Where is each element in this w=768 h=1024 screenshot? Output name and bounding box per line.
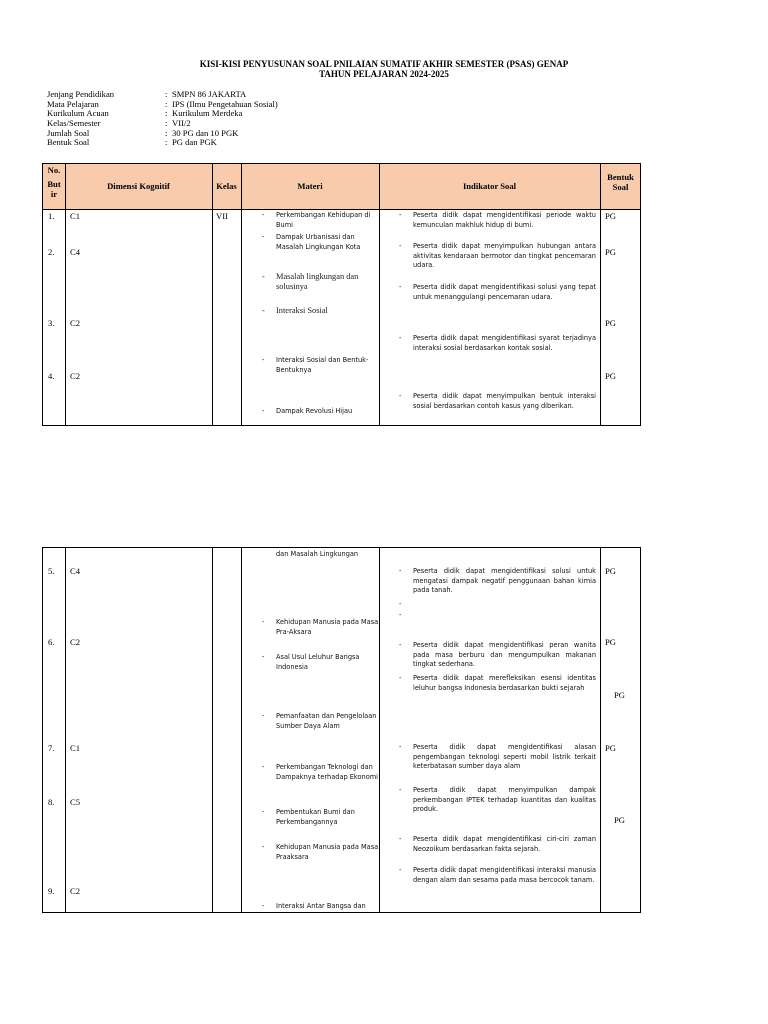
materi-item: - Perkembangan Kehidupan di Bumi xyxy=(276,211,380,230)
indikator-item: - Peserta didik dapat menyimpulkan bentuk interaksi sosial berdasarkan contoh kasus yang diberikan. xyxy=(413,392,596,411)
indikator-item: - Peserta didik dapat mengidentifikasi interaksi manusia dengan alam dan sesama pada masa bercocok tanam. xyxy=(413,866,596,885)
indikator-item: - Peserta didik dapat merefleksikan esensi identitas leluhur bangsa Indonesia berdasarkan bukti sejarah xyxy=(413,674,596,693)
header-no: No. But ir xyxy=(47,165,61,199)
row-number: 9. xyxy=(48,886,55,896)
row-number: 6. xyxy=(48,637,55,647)
materi-item: - Asal Usul Leluhur Bangsa Indonesia xyxy=(276,653,380,672)
kisi-table-2 xyxy=(42,547,641,913)
row-number: 5. xyxy=(48,566,55,576)
materi-item: - Masalah lingkungan dan solusinya xyxy=(276,272,380,292)
bentuk-soal: PG xyxy=(605,247,616,257)
indikator-item: - Peserta didik dapat mengidentifikasi ciri-ciri zaman Neozoikum berdasarkan fakta sejarah. xyxy=(413,835,596,854)
bentuk-soal: PG xyxy=(614,690,625,700)
row-number: 7. xyxy=(48,743,55,753)
row-number: 4. xyxy=(48,371,55,381)
dimensi-kognitif: C4 xyxy=(70,247,81,257)
materi-item: - Pemanfaatan dan Pengelolaan Sumber Daya Alam xyxy=(276,712,380,731)
document-title-line1: KISI-KISI PENYUSUNAN SOAL PNILAIAN SUMATIF AKHIR SEMESTER (PSAS) GENAP xyxy=(199,59,569,69)
header-dimensi: Dimensi Kognitif xyxy=(107,181,170,191)
materi-item: - Interaksi Sosial dan Bentuk-Bentuknya xyxy=(276,356,380,375)
meta-row-bentuk: Bentuk Soal : PG dan PGK xyxy=(47,137,217,148)
dimensi-kognitif: C1 xyxy=(70,743,81,753)
header-indikator: Indikator Soal xyxy=(462,181,517,191)
meta-row-jumlah: Jumlah Soal : 30 PG dan 10 PGK xyxy=(47,127,239,138)
dimensi-kognitif: C2 xyxy=(70,371,81,381)
empty-bullet: - xyxy=(399,600,402,608)
bentuk-soal: PG xyxy=(605,566,616,576)
dimensi-kognitif: C4 xyxy=(70,566,81,576)
indikator-item: - Peserta didik dapat mengidentifikasi peran wanita pada masa berburu dan mengumpulkan makanan tingkat sederhana. xyxy=(413,641,596,670)
document-title-line2: TAHUN PELAJARAN 2024-2025 xyxy=(319,69,449,79)
kelas-value: VII xyxy=(216,211,228,221)
indikator-item: - Peserta didik dapat menyimpulkan hubungan antara aktivitas kendaraan bermotor dan tingkat pencemaran udara. xyxy=(413,242,596,271)
materi-item: - Dampak Revolusi Hijau xyxy=(276,407,380,417)
meta-info xyxy=(47,90,278,148)
indikator-item: - Peserta didik dapat mengidentifikasi solusi untuk mengatasi dampak negatif penggunaan bahan kimia pada tanah. xyxy=(413,567,596,596)
materi-item: - Perkembangan Teknologi dan Dampaknya terhadap Ekonomi xyxy=(276,763,380,782)
materi-item: - Kehidupan Manusia pada Masa Pra-Aksara xyxy=(276,618,380,637)
materi-continuation: dan Masalah Lingkungan xyxy=(276,550,359,558)
row-number: 1. xyxy=(48,211,55,221)
materi-item: - Interaksi Antar Bangsa dan xyxy=(276,902,380,912)
dimensi-kognitif: C2 xyxy=(70,637,81,647)
materi-item: - Kehidupan Manusia pada Masa Praaksara xyxy=(276,843,380,862)
row-number: 8. xyxy=(48,797,55,807)
materi-item: - Dampak Urbanisasi dan Masalah Lingkungan Kota xyxy=(276,233,380,252)
meta-row-mapel: Mata Pelajaran : IPS (Ilmu Pengetahuan Sosial) xyxy=(47,98,278,109)
header-materi: Materi xyxy=(297,181,323,191)
row-number: 2. xyxy=(48,247,55,257)
bentuk-soal: PG xyxy=(605,318,616,328)
bentuk-soal: PG xyxy=(605,743,616,753)
dimensi-kognitif: C1 xyxy=(70,211,81,221)
indikator-item: - Peserta didik dapat menyimpulkan dampak perkembangan IPTEK terhadap kuantitas dan kualitas produk. xyxy=(413,786,596,815)
meta-row-jenjang: Jenjang Pendidikan : SMPN 86 JAKARTA xyxy=(47,89,247,99)
bentuk-soal: PG xyxy=(605,371,616,381)
kisi-table-1 xyxy=(42,163,641,426)
materi-item: - Interaksi Sosial xyxy=(276,306,380,316)
indikator-item: - Peserta didik dapat mengidentifikasi periode waktu kemunculan makhluk hidup di bumi. xyxy=(413,211,596,230)
dimensi-kognitif: C5 xyxy=(70,797,81,807)
indikator-item: - Peserta didik dapat mengidentifikasi syarat terjadinya interaksi sosial berdasarkan kontak sosial. xyxy=(413,334,596,353)
bentuk-soal: PG xyxy=(605,211,616,221)
header-kelas: Kelas xyxy=(216,181,237,191)
indikator-item: - Peserta didik dapat mengidentifikasi solusi yang tepat untuk menanggulangi pencemaran udara. xyxy=(413,283,596,302)
header-bentuk: Bentuk Soal xyxy=(607,172,634,192)
meta-row-kelas: Kelas/Semester : VII/2 xyxy=(47,118,191,129)
dimensi-kognitif: C2 xyxy=(70,886,81,896)
meta-row-kurikulum: Kurikulum Acuan : Kurikulum Merdeka xyxy=(47,108,243,119)
empty-bullet: - xyxy=(399,611,402,619)
indikator-item: - Peserta didik dapat mengidentifikasi alasan pengembangan teknologi seperti mobil listrik terkait keterbatasan sumber daya alam xyxy=(413,743,596,772)
materi-item: - Pembentukan Bumi dan Perkembangannya xyxy=(276,808,380,827)
bentuk-soal: PG xyxy=(605,637,616,647)
bentuk-soal: PG xyxy=(614,815,625,825)
dimensi-kognitif: C2 xyxy=(70,318,81,328)
row-number: 3. xyxy=(48,318,55,328)
